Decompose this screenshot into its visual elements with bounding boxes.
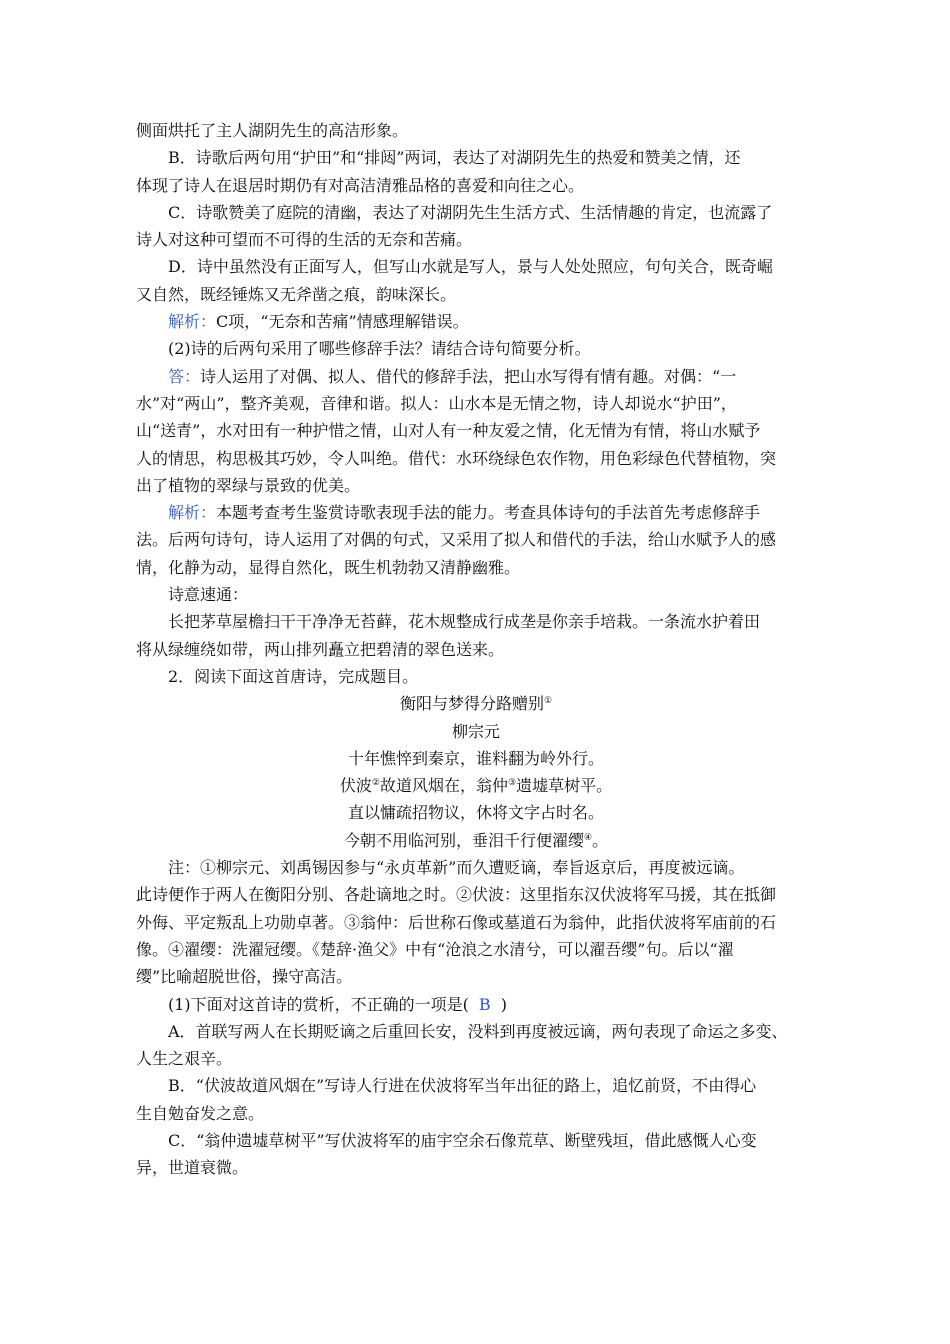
q2-option-c-line-2: 异，世道衰微。 — [136, 1158, 249, 1178]
poem-author: 柳宗元 — [451, 721, 500, 741]
notes-line-3: 外侮、平定叛乱上功勋卓著。③翁仲：后世称石像或墓道石为翁仲，此指伏波将军庙前的石 — [136, 912, 777, 932]
option-d-line-1: D．诗中虽然没有正面写人，但写山水就是写人，景与人处处照应，句句关合，既奇崛 — [168, 257, 773, 277]
verse-2-part-a: 伏波 — [339, 776, 372, 796]
page-content — [136, 117, 816, 1182]
verse-4-part-b: 。 — [592, 830, 609, 850]
analysis-2-line-2: 法。后两句诗句，诗人运用了对偶的句式，又采用了拟人和借代的手法，给山水赋予人的感 — [136, 530, 777, 550]
q2-option-b-line-1: B．“伏波故道风烟在”写诗人行进在伏波将军当年出征的路上，追忆前贤，不由得心 — [168, 1076, 757, 1096]
notes-line-4: 像。④濯缨：洗濯冠缨。《楚辞·渔父》中有“沧浪之水清兮，可以濯吾缨”句。后以“濯 — [136, 939, 734, 959]
notes-line-5: 缨”比喻超脱世俗，操守高洁。 — [136, 967, 353, 987]
analysis-line — [136, 308, 816, 335]
q2-option-b-line-2: 生自勉奋发之意。 — [136, 1103, 265, 1123]
poem-title-note-mark: ① — [543, 696, 553, 707]
text-line: 侧面烘托了主人湖阴先生的高洁形象。 — [136, 121, 409, 140]
option-b-line-1: B．诗歌后两句用“护田”和“排闼”两词，表达了对湖阴先生的热爱和赞美之情，还 — [168, 148, 741, 168]
sub-question-1-close: ) — [500, 994, 507, 1014]
analysis-text: C项，“无奈和苦痛”情感理解错误。 — [216, 312, 469, 332]
verse-2-note-mark-1: ② — [371, 778, 380, 789]
analysis-2-label: 解析： — [168, 503, 217, 523]
poem-verse-3: 直以慵疏招物议，休将文字占时名。 — [347, 803, 604, 823]
answer-line-5: 出了植物的翠绿与景致的优美。 — [136, 475, 361, 495]
poem-title — [136, 690, 816, 717]
sub-question-1 — [136, 991, 816, 1018]
answer-line-3: 山“送青”，水对田有一种护惜之情，山对人有一种友爱之情，化无情为有情，将山水赋予 — [136, 421, 761, 441]
option-c-line-2: 诗人对这种可望而不可得的生活的无奈和苦痛。 — [136, 230, 473, 250]
option-b-line-2: 体现了诗人在退居时期仍有对高洁清雅品格的喜爱和向往之心。 — [136, 175, 585, 195]
analysis-2-line-3: 情，化静为动，显得自然化，既生机勃勃又清静幽雅。 — [136, 557, 521, 577]
question-2-line: (2)诗的后两句采用了哪些修辞手法？请结合诗句简要分析。 — [168, 339, 591, 359]
q2-option-c-line-1: C．“翁仲遗墟草树平”写伏波将军的庙宇空余石像荒草、断壁残垣，借此感慨人心变 — [168, 1130, 757, 1150]
notes-line-1: 注：①柳宗元、刘禹锡因参与“永贞革新”而久遭贬谪，奉旨返京后，再度被远谪。 — [168, 858, 745, 878]
poem-verse-1: 十年憔悴到秦京，谁料翻为岭外行。 — [347, 748, 604, 768]
verse-2-part-c: 遗墟草树平。 — [516, 776, 613, 796]
paraphrase-line-1: 长把茅草屋檐扫干干净净无苔藓，花木规整成行成垄是你亲手培栽。一条流水护着田 — [168, 612, 761, 632]
poem-verse-2 — [136, 772, 816, 799]
answer-text: 诗人运用了对偶、拟人、借代的修辞手法，把山水写得有情有趣。对偶：“一 — [200, 366, 737, 386]
q2-option-a-line-2: 人生之艰辛。 — [136, 1049, 233, 1069]
answer-line-2: 水”对“两山”，整齐美观，音律和谐。拟人：山水本是无情之物，诗人却说水“护田”， — [136, 393, 737, 413]
answer-line-1 — [136, 363, 816, 390]
verse-4-part-a: 今朝不用临河别，垂泪千行便濯缨 — [343, 830, 584, 850]
verse-4-note-mark: ④ — [583, 832, 593, 843]
verse-2-note-mark-2: ③ — [508, 778, 517, 789]
question-2-intro: 2．阅读下面这首唐诗，完成题目。 — [168, 666, 419, 686]
q2-option-a-line-1: A．首联写两人在长期贬谪之后重回长安，没料到再度被远谪，两句表现了命运之多变、 — [168, 1021, 788, 1041]
sub-question-1-answer: B — [478, 994, 491, 1014]
analysis-2-text: 本题考查考生鉴赏诗歌表现手法的能力。考查具体诗句的手法首先考虑修辞手 — [216, 503, 761, 523]
analysis-label: 解析： — [168, 312, 217, 332]
option-d-line-2: 又自然，既经锤炼又无斧凿之痕，韵味深长。 — [136, 284, 457, 304]
analysis-2-line-1 — [136, 499, 816, 526]
poem-title-text: 衡阳与梦得分路赠别 — [399, 694, 544, 714]
paraphrase-line-2: 将从绿缠绕如带，两山排列矗立把碧清的翠色送来。 — [136, 639, 505, 659]
answer-line-4: 人的情思，构思极其巧妙，令人叫绝。借代：水环绕绿色农作物，用色彩绿色代替植物，突 — [136, 448, 777, 468]
option-c-line-1: C．诗歌赞美了庭院的清幽，表达了对湖阴先生生活方式、生活情趣的肯定，也流露了 — [168, 202, 773, 222]
paraphrase-title: 诗意速通： — [168, 585, 249, 605]
verse-2-part-b: 故道风烟在，翁仲 — [379, 776, 508, 796]
poem-verse-4 — [136, 827, 816, 854]
answer-label: 答： — [168, 366, 201, 386]
notes-line-2: 此诗便作于两人在衡阳分别、各赴谪地之时。②伏波：这里指东汉伏波将军马援，其在抵御 — [136, 885, 777, 905]
sub-question-1-text: (1)下面对这首诗的赏析，不正确的一项是( — [168, 994, 469, 1014]
